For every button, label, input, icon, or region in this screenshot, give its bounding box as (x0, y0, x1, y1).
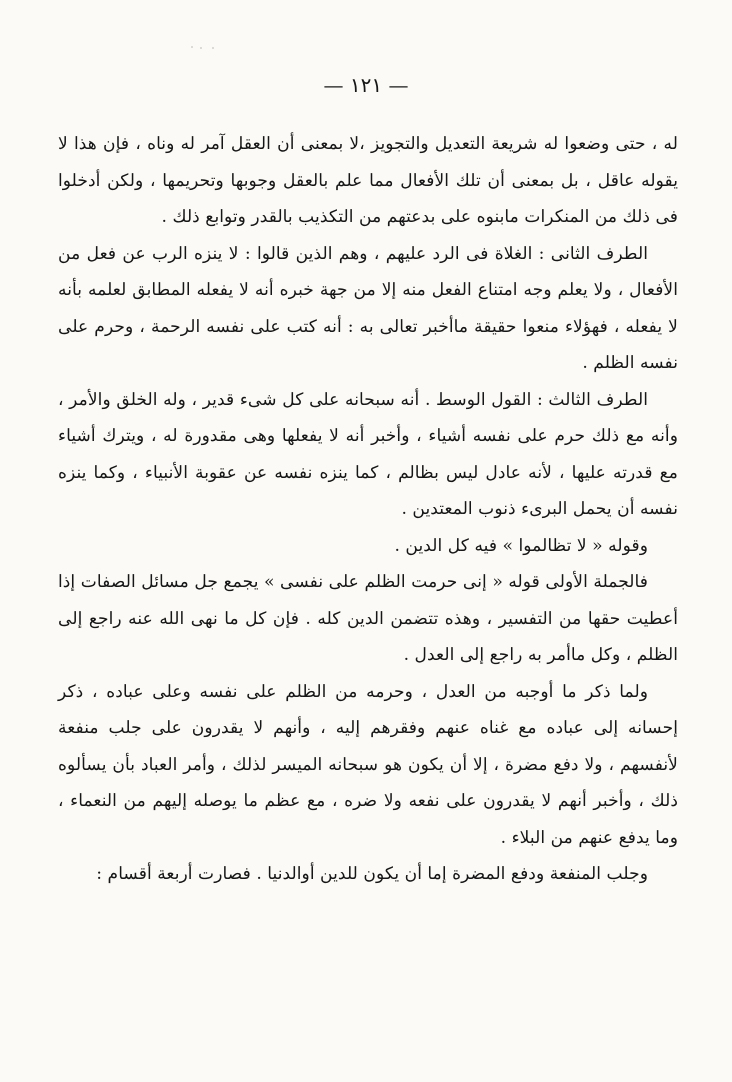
paragraph-3: الطرف الثالث : القول الوسط . أنه سبحانه على كل شىء قدير ، وله الخلق والأمر ، وأنه مع ذلك حرم على نفسه أشياء ، وأخبر أنه لا يفعلها وهى مقدورة له ، ويترك أشياء مع قدرته عليها ، لأنه عادل ليس بظالم ، كما ينزه نفسه عن عقوبة الأنبياء ، وكما ينزه نفسه أن يحمل البرىء ذنوب المعتدين . (58, 389, 678, 519)
paragraph-5: فالجملة الأولى قوله « إنى حرمت الظلم على نفسى » يجمع جل مسائل الصفات إذا أعطيت حقها من التفسير ، وهذه تتضمن الدين كله . فإن كل ما نهى الله عنه راجع إلى الظلم ، وكل ماأمر به راجع إلى العدل . (58, 572, 678, 665)
paragraph-1: له ، حتى وضعوا له شريعة التعديل والتجويز ،لا بمعنى أن العقل آمر له وناه ، فإن هذا لا يقوله عاقل ، بل بمعنى أن تلك الأفعال مما علم بالعقل وجوبها وتحريمها ، ولكن أدخلوا فى ذلك من المنكرات مابنوه على بدعتهم من التكذيب بالقدر وتوابع ذلك . (58, 134, 678, 227)
paper-speck (191, 46, 193, 48)
paragraph-2: الطرف الثانى : الغلاة فى الرد عليهم ، وهم الذين قالوا : لا ينزه الرب عن فعل من الأفعال ، ولا يعلم وجه امتناع الفعل منه إلا من جهة خبره أنه لا يفعله المطابق لعلمه بأنه لا يفعله ، فهؤلاء منعوا حقيقة ماأخبر تعالى به : أنه كتب على نفسه الرحمة ، وحرم على نفسه الظلم . (58, 243, 678, 373)
paragraph-6: ولما ذكر ما أوجبه من العدل ، وحرمه من الظلم على نفسه وعلى عباده ، ذكر إحسانه إلى عباده مع غناه عنهم وفقرهم إليه ، وأنهم لا يقدرون على جلب منفعة لأنفسهم ، ولا دفع مضرة ، إلا أن يكون هو سبحانه الميسر لذلك ، وأمر العباد بأن يسألوه ذلك ، وأخبر أنهم لا يقدرون على نفعه ولا ضره ، مع عظم ما يوصله إليهم من النعماء ، وما يدفع عنهم من البلاء . (58, 681, 678, 848)
page-number: — ١٢١ — (323, 73, 409, 97)
paper-speck (212, 47, 214, 49)
paragraph-7: وجلب المنفعة ودفع المضرة إما أن يكون للدين أوالدنيا . فصارت أربعة أقسام : (96, 864, 648, 884)
body-text (58, 126, 678, 893)
paper-speck (200, 47, 202, 49)
paragraph-4: وقوله « لا تظالموا » فيه كل الدين . (394, 535, 648, 556)
